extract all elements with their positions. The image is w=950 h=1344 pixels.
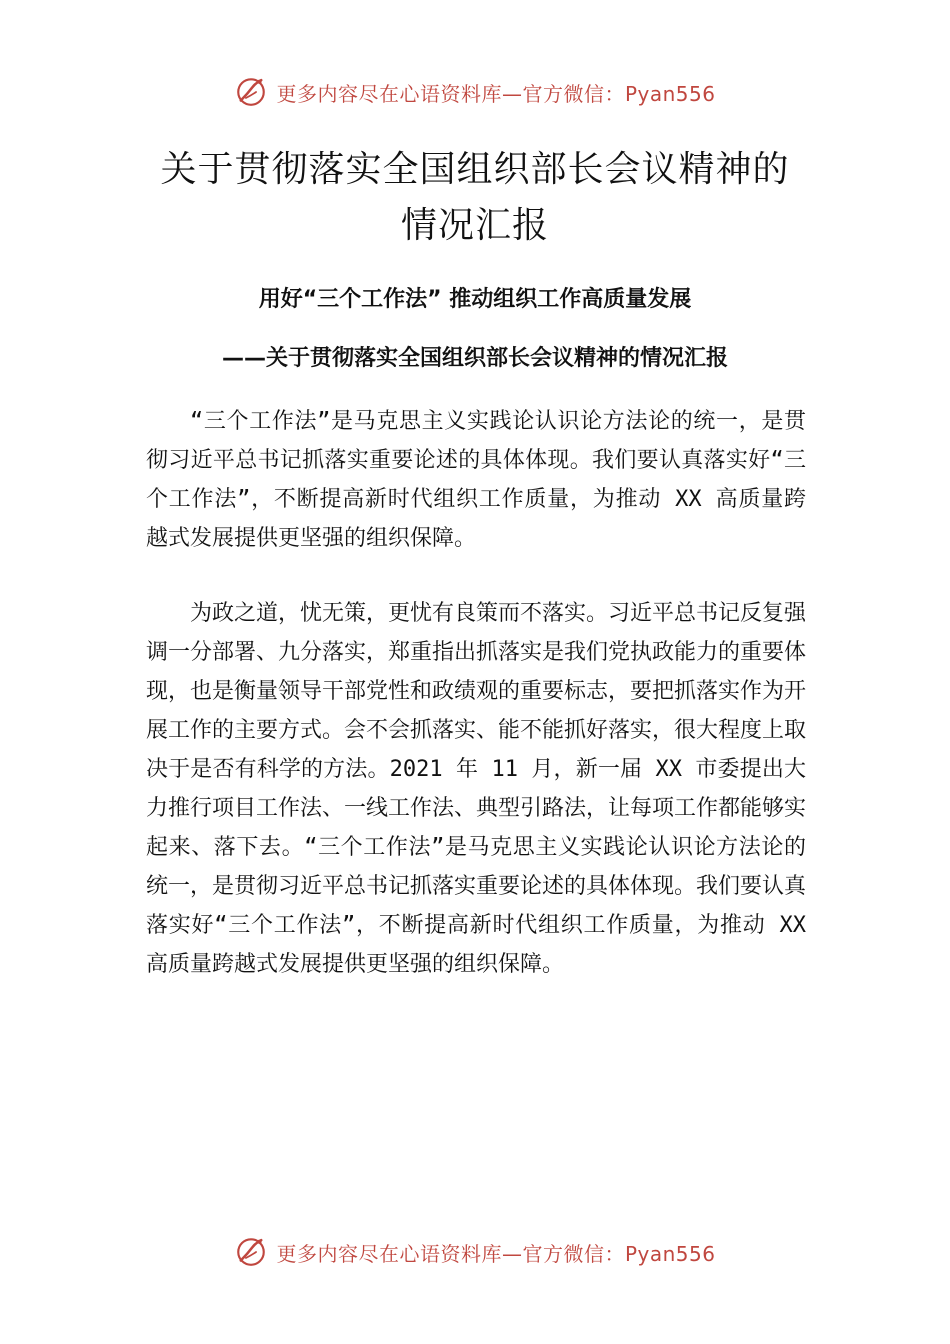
watermark-text: 更多内容尽在心语资料库—官方微信：Pyan556 xyxy=(276,81,716,106)
paragraph-1: “三个工作法”是马克思主义实践论认识论方法论的统一，是贯彻习近平总书记抓落实重要论述的具体体现。我们要认真落实好“三个工作法”，不断提高新时代组织工作质量，为推动 XX 高质量跨越式发展提供更坚强的组织保障。 xyxy=(146,409,806,551)
document-title: 关于贯彻落实全国组织部长会议精神的情况汇报 xyxy=(160,149,790,246)
watermark-text: 更多内容尽在心语资料库—官方微信：Pyan556 xyxy=(276,1241,716,1266)
document-subtitle: 用好“三个工作法” 推动组织工作高质量发展 xyxy=(258,287,692,312)
document-subtitle-secondary: ——关于贯彻落实全国组织部长会议精神的情况汇报 xyxy=(221,346,728,371)
paragraph-2: 为政之道，忧无策，更忧有良策而不落实。习近平总书记反复强调一分部署、九分落实，郑重指出抓落实是我们党执政能力的重要体现，也是衡量领导干部党性和政绩观的重要标志，要把抓落实作为开展工作的主要方式。会不会抓落实、能不能抓好落实，很大程度上取决于是否有科学的方法。2021 年 11 月，新一届 XX 市委提出大力推行项目工作法、一线工作法、典型引路法，让每项工作都能够实起来、落下去。“三个工作法”是马克思主义实践论认识论方法论的统一，是贯彻习近平总书记抓落实重要论述的具体体现。我们要认真落实好“三个工作法”，不断提高新时代组织工作质量，为推动 XX 高质量跨越式发展提供更坚强的组织保障。 xyxy=(146,601,807,977)
pen-logo-icon xyxy=(234,1235,268,1269)
header-watermark xyxy=(0,72,950,112)
footer-watermark xyxy=(0,1232,950,1272)
pen-logo-icon xyxy=(234,75,268,109)
